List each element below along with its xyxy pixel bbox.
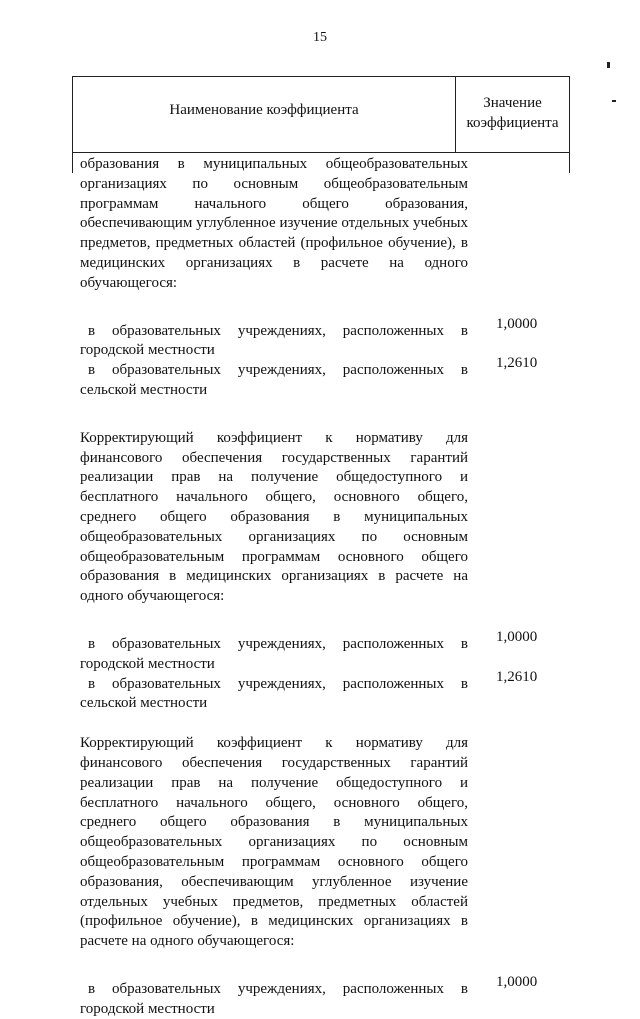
table-row — [80, 355, 538, 401]
coefficient-paragraph: Корректирующий коэффициент к нормативу для финансового обеспечения государственных гарантий реализации прав на получение общедоступного и бесплатного начального общего, основного общего, среднего общего образования в муниципальных общеобразовательных организациях по основным общеобразовательным программам основного общего образования в медицинских организациях в расчете на одного обучающегося: — [80, 429, 468, 605]
table-border — [72, 153, 73, 173]
coefficient-paragraph: Корректирующий коэффициент к нормативу для финансового обеспечения государственных гарантий реализации прав на получение общедоступного и бесплатного начального общего, основного общего, среднего общего образования в муниципальных общеобразовательных организациях по основным общеобразовательным программам основного общего образования, обеспечивающим углубленное изучение отдельных учебных предметов, предметных областей (профильное обучение), в медицинских организациях в расчете на одного обучающегося: — [80, 735, 468, 950]
continuation-paragraph: образования в муниципальных общеобразовательных организациях по основным общеобразовательным программам начального общего образования, обеспечивающим углубленное изучение отдельных учебных предметов, предметных областей (профильное обучение), в медицинских организациях в расчете на одного обучающегося: — [80, 156, 468, 291]
table-body — [80, 155, 538, 1019]
column-header-name: Наименование коэффициента — [169, 102, 359, 118]
table-row — [80, 973, 538, 1019]
row-value: 1,2610 — [496, 355, 538, 372]
row-value: 1,0000 — [496, 973, 538, 990]
column-header-value-line2: коэффициента — [466, 115, 559, 131]
scan-mark — [612, 100, 616, 102]
column-header-value-line1: Значение — [483, 95, 542, 111]
row-value: 1,2610 — [496, 668, 538, 685]
row-label: в образовательных учреждениях, расположенных в городской местности — [80, 980, 468, 1017]
table-row — [80, 668, 538, 715]
table-header — [72, 76, 570, 153]
table-border — [569, 153, 570, 173]
row-label: в образовательных учреждениях, расположенных в сельской местности — [80, 362, 468, 398]
row-value: 1,0000 — [496, 315, 538, 332]
row-label: в образовательных учреждениях, расположенных в городской местности — [80, 635, 468, 672]
column-header-value — [456, 93, 569, 133]
row-label: в образовательных учреждениях, расположенных в сельской местности — [80, 675, 468, 712]
table-row — [80, 628, 538, 675]
page-number: 15 — [313, 30, 327, 45]
table-row — [80, 315, 538, 362]
scan-mark — [607, 62, 610, 68]
row-value: 1,0000 — [496, 628, 538, 645]
row-label: в образовательных учреждениях, расположенных в городской местности — [80, 322, 468, 359]
